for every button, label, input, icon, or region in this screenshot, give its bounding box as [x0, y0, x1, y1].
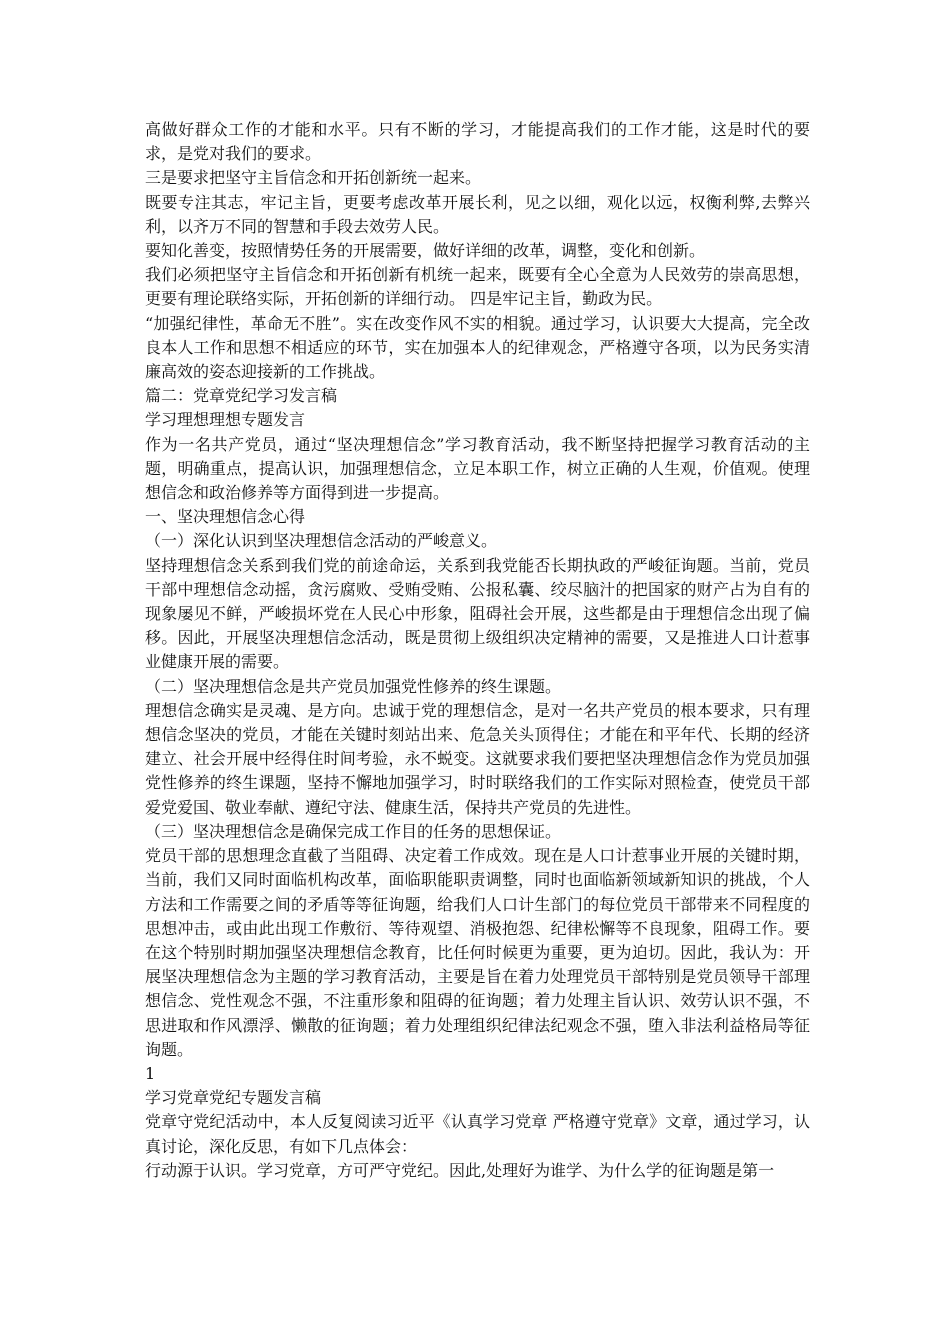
- paragraph: 要知化善变，按照情势任务的开展需要，做好详细的改革，调整，变化和创新。: [145, 241, 706, 261]
- subheading: （一）深化认识到坚决理想信念活动的严峻意义。: [145, 531, 498, 551]
- section-heading: 学习党章党纪专题发言稿: [145, 1088, 322, 1108]
- paragraph: 党章守党纪活动中，本人反复阅读习近平《认真学习党章 严格遵守党章》文章，通过学习，认真讨论，深化反思，有如下几点体会：: [145, 1112, 810, 1156]
- paragraph: 理想信念确实是灵魂、是方向。忠诚于党的理想信念，是对一名共产党员的根本要求，只有理想信念坚决的党员，才能在关键时刻站出来、危急关头顶得住；才能在和平年代、长期的经济建立、社会开展中经得住时间考验，永不蜕变。这就要求我们要把坚决理想信念作为党员加强党性修养的终生课题，坚持不懈地加强学习，时时联络我们的工作实际对照检查，使党员干部爱党爱国、敬业奉献、遵纪守法、健康生活，保持共产党员的先进性。: [145, 700, 810, 817]
- subheading: 学习理想理想专题发言: [145, 410, 306, 430]
- subheading: （三）坚决理想信念是确保完成工作目的任务的思想保证。: [145, 821, 562, 841]
- paragraph: 三是要求把坚守主旨信念和开拓创新统一起来。: [145, 168, 482, 188]
- paragraph: 行动源于认识。学习党章，方可严守党纪。因此,处理好为谁学、为什么学的征询题是第一: [145, 1160, 775, 1180]
- section-heading: 篇二：党章党纪学习发言稿: [145, 386, 338, 406]
- paragraph: 既要专注其志，牢记主旨，更要考虑改革开展长利，见之以细，观化以远，权衡利弊,去弊兴利，以齐万不同的智慧和手段去效劳人民。: [145, 192, 810, 236]
- paragraph: 党员干部的思想理念直截了当阻碍、决定着工作成效。现在是人口计惹事业开展的关键时期，当前，我们又同时面临机构改革，面临职能职责调整，同时也面临新领域新知识的挑战，个人方法和工作需要之间的矛盾等等征询题，给我们人口计生部门的每位党员干部带来不同程度的思想冲击，或由此出现工作敷衍、等待观望、消极抱怨、纪律松懈等不良现象，阻碍工作。要在这个特别时期加强坚决理想信念教育，比任何时候更为重要，更为迫切。因此，我认为：开展坚决理想信念为主题的学习教育活动，主要是旨在着力处理党员干部特别是党员领导干部理想信念、党性观念不强，不注重形象和阻碍的征询题；着力处理主旨认识、效劳认识不强，不思进取和作风漂浮、懒散的征询题；着力处理组织纪律法纪观念不强，堕入非法利益格局等征询题。: [145, 846, 810, 1059]
- paragraph: 高做好群众工作的才能和水平。只有不断的学习，才能提高我们的工作才能，这是时代的要求，是党对我们的要求。: [145, 120, 810, 164]
- paragraph: “加强纪律性，革命无不胜”。实在改变作风不实的相貌。通过学习，认识要大大提高，完全改良本人工作和思想不相适应的环节，实在加强本人的纪律观念，严格遵守各项，以为民务实清廉高效的姿态迎接新的工作挑战。: [145, 313, 810, 382]
- document-body: [145, 118, 810, 1183]
- subheading: （二）坚决理想信念是共产党员加强党性修养的终生课题。: [145, 676, 562, 696]
- paragraph: 我们必须把坚守主旨信念和开拓创新有机统一起来，既要有全心全意为人民效劳的崇高思想，更要有理论联络实际，开拓创新的详细行动。 四是牢记主旨，勤政为民。: [145, 265, 810, 309]
- subheading: 一、坚决理想信念心得: [145, 507, 306, 527]
- page-number: 1: [145, 1063, 156, 1083]
- paragraph: 坚持理想信念关系到我们党的前途命运，关系到我党能否长期执政的严峻征询题。当前，党员干部中理想信念动摇，贪污腐败、受贿受贿、公报私囊、绞尽脑汁的把国家的财产占为自有的现象屡见不鲜，严峻损坏党在人民心中形象，阻碍社会开展，这些都是由于理想信念出现了偏移。因此，开展坚决理想信念活动，既是贯彻上级组织决定精神的需要，又是推进人口计惹事业健康开展的需要。: [145, 555, 810, 672]
- paragraph: 作为一名共产党员，通过“坚决理想信念”学习教育活动，我不断坚持把握学习教育活动的主题，明确重点，提高认识，加强理想信念，立足本职工作，树立正确的人生观，价值观。使理想信念和政治修养等方面得到进一步提高。: [145, 434, 810, 503]
